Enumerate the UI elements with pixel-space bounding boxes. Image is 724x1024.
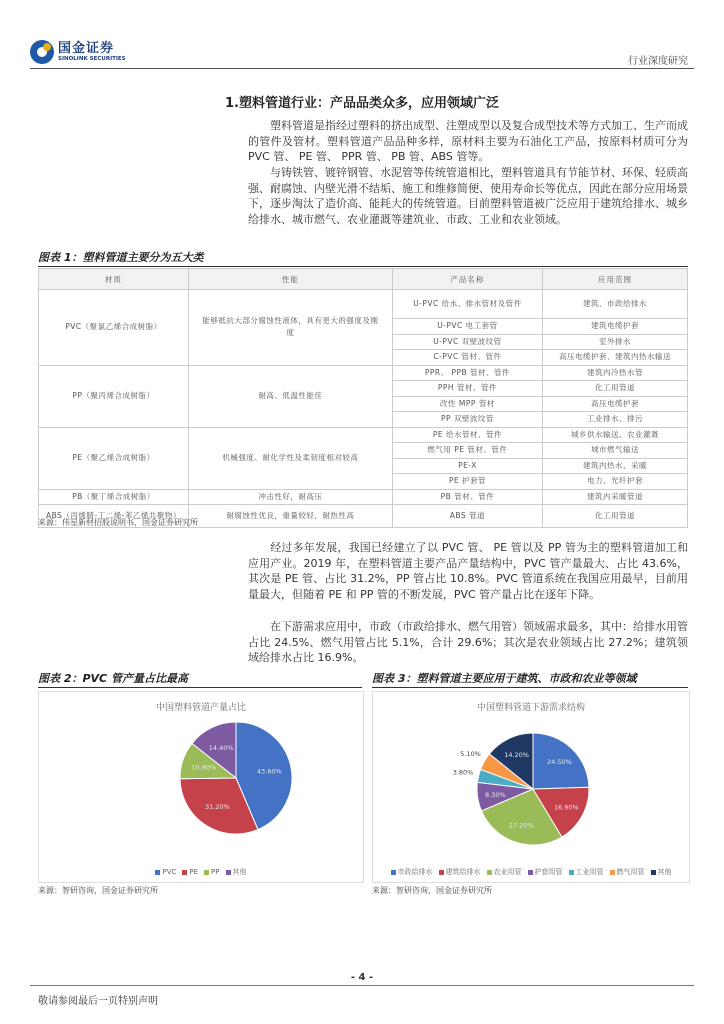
table-cell-performance: 机械强度、耐化学性及柔韧度相对较高 xyxy=(188,427,392,489)
pie-data-label: 10.80% xyxy=(191,763,217,772)
pie-data-label: 43.60% xyxy=(256,767,282,776)
table-cell-material: ABS（丙烯腈-丁二烯-苯乙烯共聚物） xyxy=(39,505,189,528)
table-cell-application: 高压电缆护套、建筑内热水输送 xyxy=(542,350,687,366)
legend-label: 工业用管 xyxy=(575,868,604,876)
legend-label: 市政给排水 xyxy=(397,868,433,876)
legend-item xyxy=(528,867,563,877)
legend-swatch xyxy=(155,870,160,875)
legend-item xyxy=(439,867,481,877)
legend-swatch xyxy=(204,870,209,875)
table-cell-application: 化工用管道 xyxy=(542,505,687,528)
header-divider xyxy=(30,68,694,69)
table-cell-product: 改性 MPP 管材 xyxy=(392,396,542,412)
company-logo xyxy=(30,40,126,64)
paragraph-2: 与铸铁管、镀锌钢管、水泥管等传统管道相比，塑料管道具有节能节材、环保、轻质高强、耐腐蚀、内壁光滑不结垢、施工和维修简便、使用寿命长等优点，因此在部分应用场景下，逐步淘汰了造价高、能耗大的传统管道。目前塑料管道被广泛应用于建筑给排水、城乡给排水、城市燃气、农业灌溉等建筑业、市政、工业和农业领域。 xyxy=(248,166,688,226)
table-cell-product: C-PVC 管材、管件 xyxy=(392,350,542,366)
table-cell-application: 建筑电缆护套 xyxy=(542,319,687,335)
legend-item xyxy=(487,867,522,877)
legend-label: 建筑给排水 xyxy=(445,868,481,876)
legend-label: PE xyxy=(189,868,199,876)
pie-data-label: 8.30% xyxy=(485,790,506,799)
report-type: 行业深度研究 xyxy=(628,56,688,67)
legend-swatch xyxy=(226,870,231,875)
figure2-source: 来源：智研咨询，国金证券研究所 xyxy=(38,886,158,895)
legend-item xyxy=(182,868,198,876)
figure2-pie-svg xyxy=(39,692,363,882)
legend-label: 农业用管 xyxy=(493,868,522,876)
legend-item xyxy=(204,868,219,876)
figure3-chart xyxy=(372,691,690,883)
legend-swatch xyxy=(610,870,615,875)
legend-swatch xyxy=(569,870,574,875)
pie-data-label: 31.20% xyxy=(205,802,230,811)
table-cell-performance: 耐高、低温性能佳 xyxy=(188,365,392,427)
table-cell-application: 建筑内热水、采暖 xyxy=(542,458,687,474)
paragraph-1: 塑料管道是指经过塑料的挤出成型、注塑成型以及复合成型技术等方式加工、生产而成的管件及管材。塑料管道产品品种多样，原材料主要为石油化工产品，按原料材质可分为 PVC 管、 PE 管、 PPR 管、 PB 管、ABS 管等。 xyxy=(248,119,688,163)
legend-label: 其他 xyxy=(232,868,247,876)
table-row xyxy=(39,365,688,381)
legend-label: PVC xyxy=(162,868,177,876)
pie-data-label: 14.20% xyxy=(504,751,530,760)
table-row xyxy=(39,489,688,505)
legend-item xyxy=(569,867,604,877)
table-header-cell: 应用范围 xyxy=(542,269,687,290)
pie-data-label: 14.40% xyxy=(208,743,234,752)
table-cell-product: ABS 管道 xyxy=(392,505,542,528)
footer-divider xyxy=(30,985,694,986)
footer-disclaimer: 敬请参阅最后一页特别声明 xyxy=(38,996,158,1007)
figure2-chart-title: 中国塑料管道产量占比 xyxy=(155,703,246,713)
table-row xyxy=(39,290,688,319)
figure2-chart xyxy=(38,691,364,883)
table-cell-performance: 能够抵抗大部分腐蚀性液体，具有更大的强度及刚度 xyxy=(188,290,392,366)
figure3-pie-svg xyxy=(373,692,689,882)
pie-data-label: 24.50% xyxy=(547,758,572,767)
table-header-cell: 产品名称 xyxy=(392,269,542,290)
figure3-chart-title: 中国塑料管道下游需求结构 xyxy=(476,703,585,713)
figure2-title: 图表 2：PVC 管产量占比最高 xyxy=(38,671,362,688)
legend-label: 护套用管 xyxy=(534,868,563,876)
figure3-source: 来源：智研咨询，国金证券研究所 xyxy=(372,886,492,895)
table-cell-material: PVC（聚氯乙烯合成树脂） xyxy=(39,290,189,366)
table-cell-application: 工业排水、排污 xyxy=(542,412,687,428)
legend-item xyxy=(610,867,645,877)
table-cell-product: PE-X xyxy=(392,458,542,474)
figure3-legend xyxy=(373,867,689,877)
table-cell-material: PE（聚乙烯合成树脂） xyxy=(39,427,189,489)
legend-swatch xyxy=(439,870,444,875)
table-cell-product: PE 护套管 xyxy=(392,474,542,490)
plastic-pipe-table xyxy=(38,268,688,528)
legend-item xyxy=(226,867,247,877)
logo-text-en: SINOLINK SECURITIES xyxy=(58,55,126,62)
table-cell-application: 高压电缆护套 xyxy=(542,396,687,412)
legend-swatch xyxy=(651,870,656,875)
paragraph-4: 在下游需求应用中，市政（市政给排水、燃气用管）领域需求最多，其中：给排水用管占比 24.5%、燃气用管占比 5.1%，合计 29.6%；其次是农业领域占比 27.2%；建筑领域给排水占比 16.9%。 xyxy=(248,620,688,664)
table-cell-material: PP（聚丙烯合成树脂） xyxy=(39,365,189,427)
table-cell-performance: 耐腐蚀性优良，重量较轻，耐热性高 xyxy=(188,505,392,528)
legend-label: 其他 xyxy=(657,868,672,876)
table-cell-product: PB 管材、管件 xyxy=(392,489,542,505)
legend-item xyxy=(155,868,176,876)
page-number: - 4 - xyxy=(350,972,374,983)
section-title: 1.塑料管道行业：产品品类众多，应用领域广泛 xyxy=(225,96,499,111)
table-cell-product: PPH 管材、管件 xyxy=(392,381,542,397)
legend-swatch xyxy=(391,870,396,875)
pie-data-label: 5.10% xyxy=(460,749,481,758)
legend-label: 燃气用管 xyxy=(616,868,645,876)
table-cell-application: 建筑内冷热水管 xyxy=(542,365,687,381)
table-cell-product: U-PVC 给水、排水管材及管件 xyxy=(392,290,542,319)
table-cell-application: 城市燃气输送 xyxy=(542,443,687,459)
table-cell-material: PB（聚丁烯合成树脂） xyxy=(39,489,189,505)
pie-data-label: 16.90% xyxy=(553,803,579,812)
table-cell-application: 化工用管道 xyxy=(542,381,687,397)
table-header-cell: 材质 xyxy=(39,269,189,290)
figure1-title: 图表 1：塑料管道主要分为五大类 xyxy=(38,250,688,267)
pie-data-label: 3.80% xyxy=(452,768,474,777)
table-cell-product: PE 给水管材、管件 xyxy=(392,427,542,443)
table-cell-application: 建筑、市政给排水 xyxy=(542,290,687,319)
table-cell-product: PP 双壁波纹管 xyxy=(392,412,542,428)
table-cell-performance: 冲击性好，耐高压 xyxy=(188,489,392,505)
legend-item xyxy=(651,867,672,877)
table-cell-application: 城乡供水输送、农业灌溉 xyxy=(542,427,687,443)
table-cell-product: U-PVC 双壁波纹管 xyxy=(392,334,542,350)
table-cell-product: PPR、 PPB 管材、管件 xyxy=(392,365,542,381)
logo-text-cn: 国金证券 xyxy=(58,40,115,56)
legend-label: PP xyxy=(211,868,220,876)
table-cell-product: 燃气用 PE 管材、管件 xyxy=(392,443,542,459)
table-header-cell: 性能 xyxy=(188,269,392,290)
pie-data-label: 27.20% xyxy=(508,821,534,830)
legend-swatch xyxy=(487,870,492,875)
figure1-source: 来源：伟星新材招股说明书，国金证券研究所 xyxy=(38,518,198,527)
figure3-title: 图表 3：塑料管道主要应用于建筑、市政和农业等领域 xyxy=(372,671,688,688)
table-cell-application: 建筑内采暖管道 xyxy=(542,489,687,505)
legend-swatch xyxy=(182,870,187,875)
table-cell-product: U-PVC 电工套管 xyxy=(392,319,542,335)
legend-item xyxy=(391,867,433,877)
figure2-legend xyxy=(39,867,363,877)
table-cell-application: 室外排水 xyxy=(542,334,687,350)
paragraph-3: 经过多年发展，我国已经建立了以 PVC 管、 PE 管以及 PP 管为主的塑料管道加工和应用产业。2019 年，在塑料管道主要产品产量结构中，PVC 管产量最大、占比 43.6%，其次是 PE 管、占比 31.2%，PP 管占比 10.8%。PVC 管道系统在我国应用最早，目前用量最大，但随着 PE 和 PP 管的不断发展，PVC 管产量占比在逐年下降。 xyxy=(248,541,688,601)
table-cell-application: 电力、光纤护套 xyxy=(542,474,687,490)
legend-swatch xyxy=(528,870,533,875)
table-row xyxy=(39,427,688,443)
logo-mark-icon xyxy=(30,40,54,64)
